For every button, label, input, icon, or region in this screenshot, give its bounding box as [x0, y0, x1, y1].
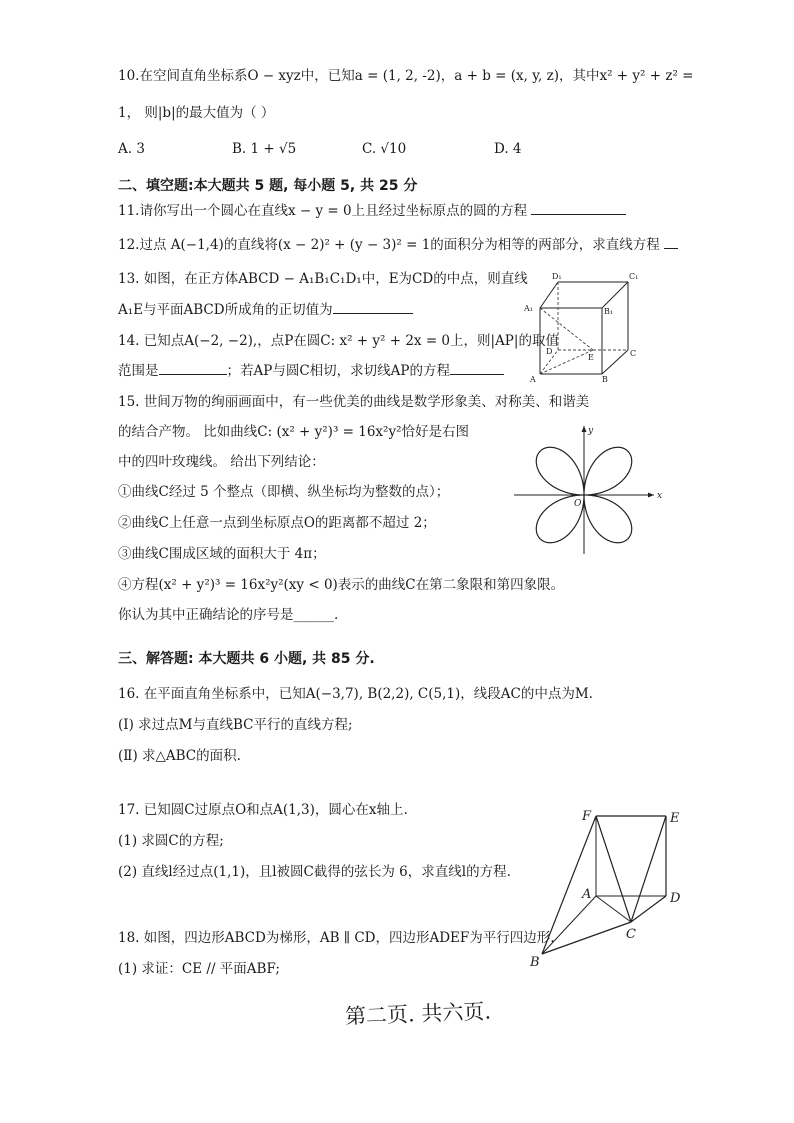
cube-label-d1: D₁ [552, 272, 562, 281]
edge-fc [596, 816, 631, 922]
q14-line1: 14. 已知点A(−2, −2),，点P在圆C: x² + y² + 2x = 0上，则|AP|的取值 [118, 333, 559, 349]
q15-line1: 15. 世间万物的绚丽画面中，有一些优美的曲线是数学形象美、对称美、和谐美 [118, 394, 590, 410]
cube-label-a: A [530, 375, 536, 384]
q14-line2: 范围是 ；若AP与圆C相切，求切线AP的方程 [118, 362, 504, 380]
q11-text: 11.请你写出一个圆心在直线x − y = 0上且经过坐标原点的圆的方程 [118, 202, 626, 220]
q13-line1: 13. 如图，在正方体ABCD − A₁B₁C₁D₁中，E为CD的中点，则直线 [118, 271, 528, 287]
q10-option-a: A. 3 [118, 141, 145, 157]
edge-ec [631, 816, 666, 922]
q14-range-blank [159, 362, 227, 375]
q12-text: 12.过点 A(−1,4)的直线将(x − 2)² + (y − 3)² = 1的面积分为相等的两部分，求直线方程 [118, 236, 678, 254]
q14-tangent-blank [450, 362, 504, 375]
q10-option-d: D. 4 [494, 141, 522, 157]
q10-option-c: C. √10 [362, 141, 407, 157]
q17-line1: 17. 已知圆C过原点O和点A(1,3)，圆心在x轴上. [118, 802, 408, 818]
cube-label-a1: A₁ [524, 304, 533, 313]
cube-label-c: C [630, 349, 637, 358]
rose-label-y: y [588, 426, 594, 436]
edge-dc [631, 896, 666, 922]
section3-heading: 三、解答题: 本大题共 6 小题, 共 85 分. [118, 651, 375, 667]
q15-conclusion-3: ③曲线C围成区域的面积大于 4π； [118, 546, 326, 562]
edge-bc [602, 350, 628, 374]
solid-label-c: C [626, 927, 636, 942]
solid-label-e: E [670, 811, 680, 826]
q15-line3: 中的四叶玫瑰线。 给出下列结论： [118, 454, 325, 470]
edge-b1c1 [602, 282, 628, 308]
solid-label-b: B [530, 955, 540, 970]
q16-line1: 16. 在平面直角坐标系中，已知A(−3,7), B(2,2), C(5,1)，线段AC的中点为M. [118, 686, 593, 702]
q13-line2: A₁E与平面ABCD所成角的正切值为 [118, 301, 413, 319]
rose-figure [512, 424, 662, 554]
x-axis-arrow [648, 493, 654, 498]
segment-a1e [540, 308, 593, 350]
q16-part2: (Ⅱ) 求△ABC的面积. [118, 748, 241, 764]
cube-label-b: B [602, 375, 608, 384]
solid-figure [524, 804, 700, 972]
q15-conclusion-1: ①曲线C经过 5 个整点（即横、纵坐标均为整数的点）； [118, 484, 450, 500]
edge-a1d1 [540, 282, 558, 308]
q18-line1: 18. 如图，四边形ABCD为梯形，AB ∥ CD，四边形ADEF为平行四边形. [118, 930, 555, 946]
edge-bc [542, 922, 631, 954]
q13-answer-blank [333, 301, 413, 314]
q16-part1: (Ⅰ) 求过点M与直线BC平行的直线方程; [118, 717, 353, 733]
cube-label-e: E [588, 353, 594, 362]
rose-label-origin: O [574, 499, 582, 509]
solid-label-a: A [582, 887, 592, 902]
cube-label-d: D [546, 347, 553, 356]
cube-figure [518, 270, 642, 384]
section2-heading: 二、填空题:本大题共 5 题, 每小题 5, 共 25 分 [118, 178, 418, 194]
q11-answer-blank [531, 202, 626, 215]
handwritten-page-note: 第二页. 共六页. [344, 999, 492, 1029]
edge-ac [596, 896, 631, 922]
q15-conclusion-2: ②曲线C上任意一点到坐标原点O的距离都不超过 2； [118, 515, 436, 531]
edge-fb [542, 816, 596, 954]
rose-label-x: x [657, 491, 662, 501]
y-axis-arrow [582, 426, 587, 432]
q18-part1: (1) 求证：CE // 平面ABF; [118, 961, 280, 977]
q17-part1: (1) 求圆C的方程; [118, 833, 224, 849]
solid-label-f: F [582, 809, 592, 824]
cube-label-b1: B₁ [604, 307, 614, 316]
cube-label-c1: C₁ [629, 272, 639, 281]
q10-line1: 10.在空间直角坐标系O − xyz中，已知a = (1, 2, -2)，a + b = (x, y, z)，其中x² + y² + z² = [118, 68, 694, 84]
q15-conclusion-4: ④方程(x² + y²)³ = 16x²y²(xy < 0)表示的曲线C在第二象限和第四象限。 [118, 577, 565, 593]
solid-label-d: D [670, 891, 681, 906]
q15-question: 你认为其中正确结论的序号是______. [118, 607, 339, 623]
q17-part2: (2) 直线l经过点(1,1)，且l被圆C截得的弦长为 6，求直线l的方程. [118, 864, 511, 880]
q15-line2: 的结合产物。 比如曲线C: (x² + y²)³ = 16x²y²恰好是右图 [118, 424, 469, 440]
q10-line2: 1， 则|b|的最大值为（ ） [118, 105, 275, 121]
edge-ab [542, 896, 596, 954]
q10-option-b: B. 1 + √5 [232, 141, 297, 157]
q12-answer-blank [664, 236, 678, 249]
